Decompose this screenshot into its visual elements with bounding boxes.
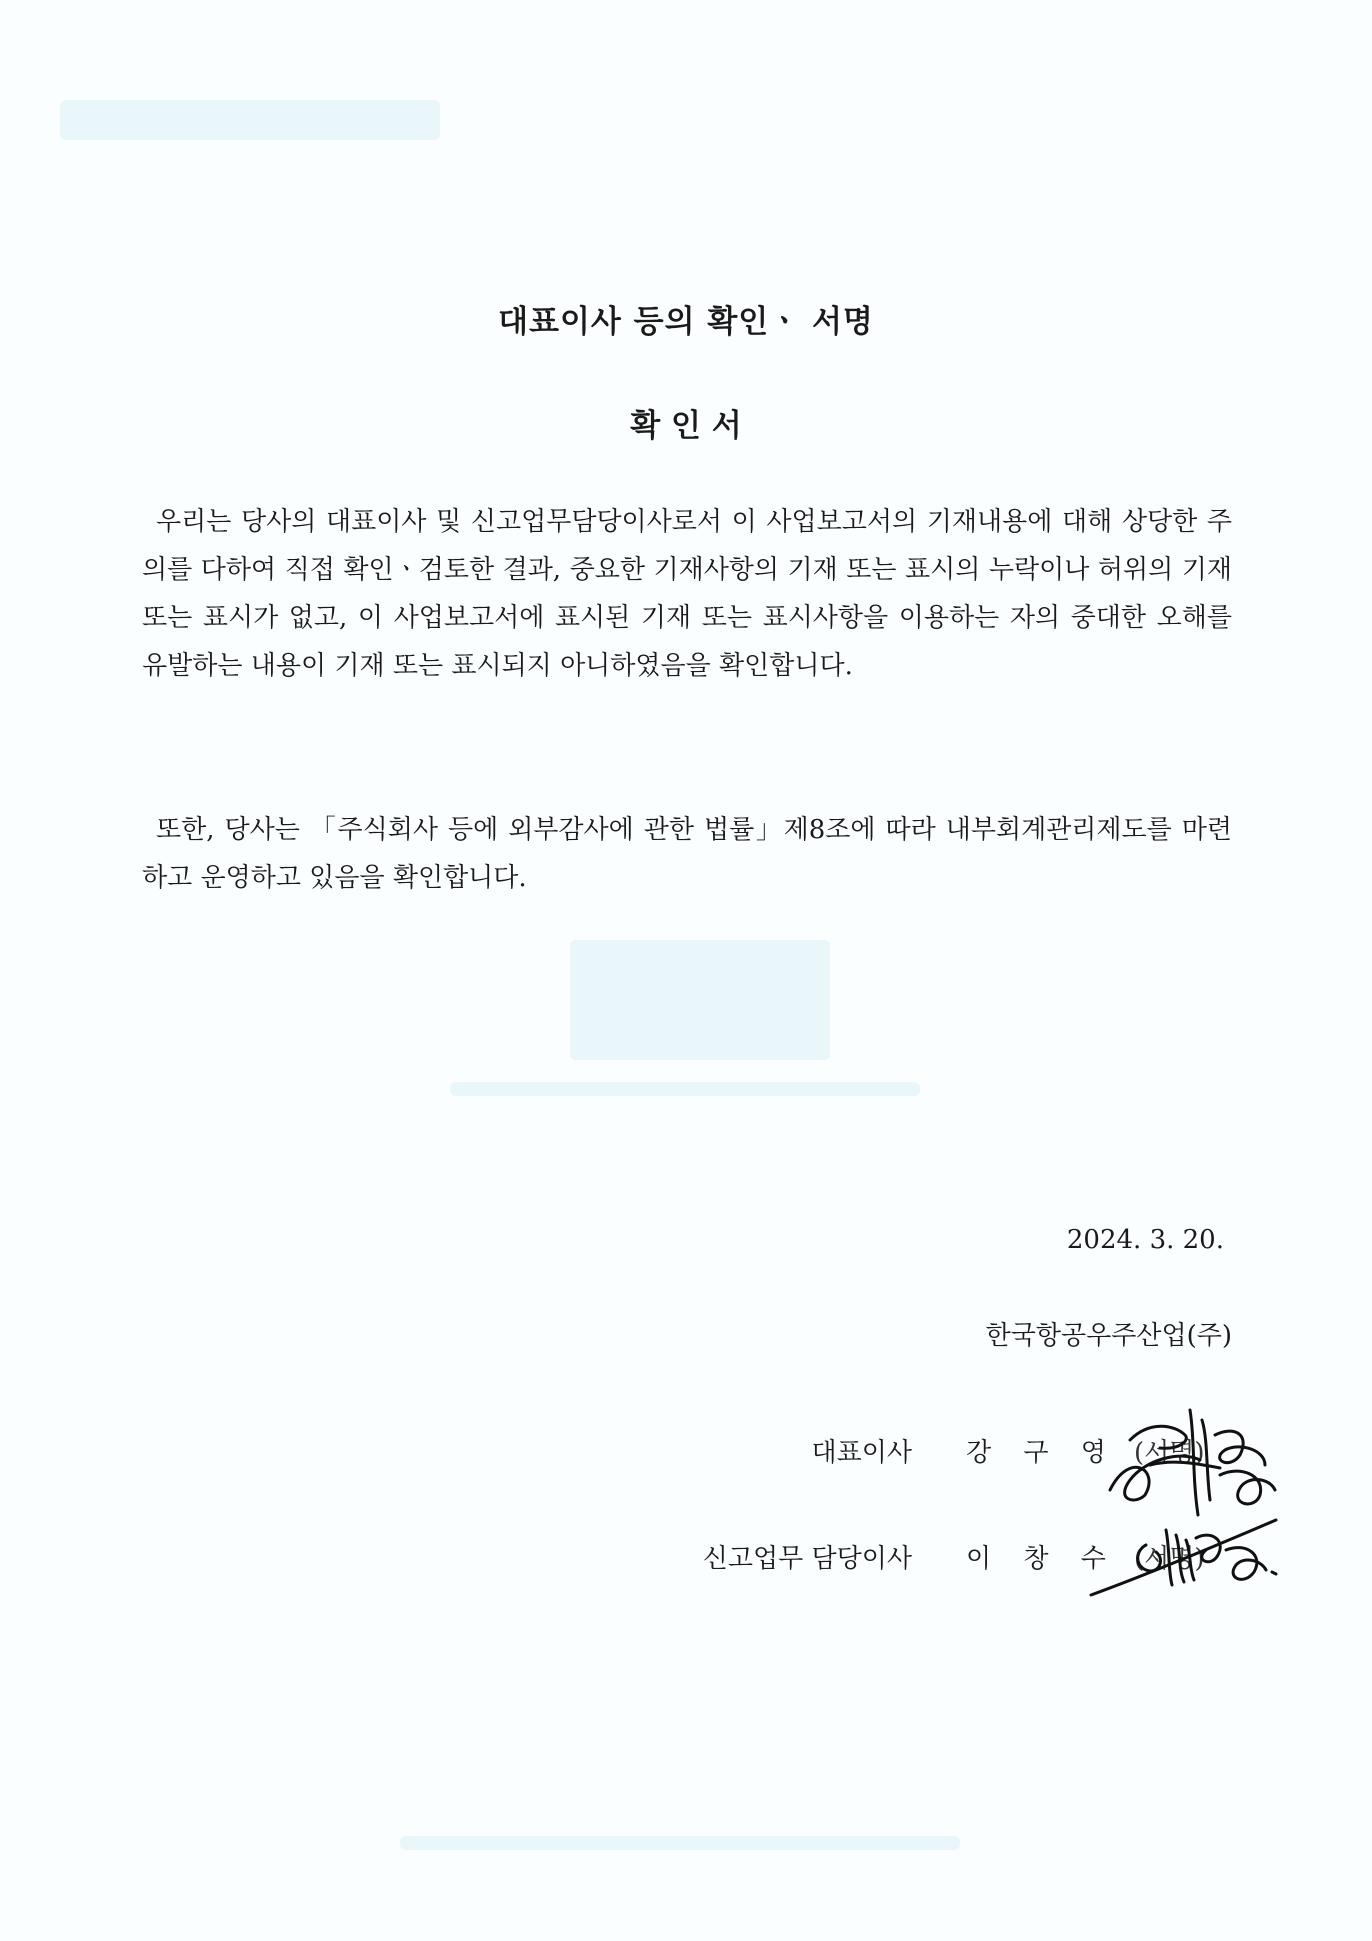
- signatory-seal-label: (서명): [1134, 1438, 1205, 1468]
- document-date: 2024. 3. 20.: [1066, 1225, 1224, 1255]
- signatory-seal-label: (서명): [1134, 1544, 1205, 1574]
- confirmation-text: 우리는 당사의 대표이사 및 신고업무담당이사로서 이 사업보고서의 기재내용에 대해 상당한 주의를 다하여 직접 확인ㆍ검토한 결과, 중요한 기재사항의 기재 또는 표시의 누락이나 허위의 기재 또는 표시가 없고, 이 사업보고서에 표시된 기재 또는 표시사항을 이용하는 자의 중대한 오해를 유발하는 내용이 기재 또는 표시되지 아니하였음을 확인합니다.: [142, 507, 1232, 681]
- signatory-role: 대표이사: [811, 1438, 912, 1468]
- internal-control-paragraph: [142, 806, 1232, 902]
- internal-control-text: 또한, 당사는 「주식회사 등에 외부감사에 관한 법률」제8조에 따라 내부회계관리제도를 마련하고 운영하고 있음을 확인합니다.: [142, 815, 1232, 893]
- company-name: 한국항공우주산업(주): [985, 1321, 1232, 1351]
- watermark-center-caption: [450, 1082, 920, 1096]
- page-subtitle: 확 인 서: [630, 408, 742, 444]
- signatory-row-ceo: [0, 1428, 1372, 1478]
- signatory-role: 신고업무 담당이사: [702, 1544, 912, 1574]
- signatory-name: 강 구 영: [966, 1438, 1118, 1468]
- signatory-name: 이 창 수: [966, 1544, 1118, 1574]
- watermark-bottom: [400, 1836, 960, 1850]
- watermark-top: [60, 100, 440, 140]
- watermark-center: [570, 940, 830, 1060]
- page-title: 대표이사 등의 확인ㆍ 서명: [498, 304, 874, 340]
- confirmation-paragraph: [142, 498, 1232, 690]
- signatory-row-reporting-director: [0, 1534, 1372, 1584]
